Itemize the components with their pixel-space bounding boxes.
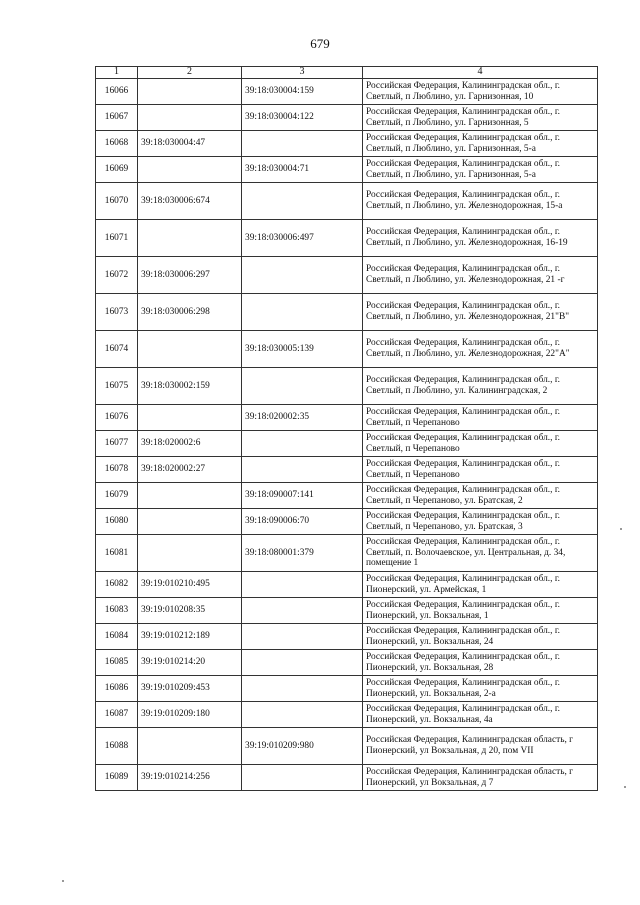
address-cell: Российская Федерация, Калининградская обл., г. Светлый, п Черепаново — [363, 431, 598, 457]
row-number-cell: 16067 — [96, 105, 138, 131]
address-cell: Российская Федерация, Калининградская обл., г. Светлый, п Люблино, ул. Гарнизонная, 5-а — [363, 157, 598, 183]
cadastral-number-cell — [138, 405, 242, 431]
cadastral-number-cell — [138, 483, 242, 509]
cadastral-number-cell — [138, 105, 242, 131]
scan-speck — [620, 528, 622, 530]
cadastral-number-cell — [138, 509, 242, 535]
cadastral-number-cell: 39:19:010209:180 — [138, 702, 242, 728]
cadastral-number-cell — [242, 624, 363, 650]
address-cell: Российская Федерация, Калининградская обл., г. Пионерский, ул. Вокзальная, 1 — [363, 598, 598, 624]
table-row — [96, 294, 598, 331]
row-number-cell: 16089 — [96, 765, 138, 791]
cadastral-number-cell: 39:18:020002:27 — [138, 457, 242, 483]
row-number-cell: 16068 — [96, 131, 138, 157]
table-row — [96, 405, 598, 431]
table-row — [96, 676, 598, 702]
cadastral-number-cell: 39:18:020002:35 — [242, 405, 363, 431]
cadastral-number-cell — [242, 572, 363, 598]
cadastral-number-cell: 39:19:010214:256 — [138, 765, 242, 791]
cadastral-number-cell: 39:18:030004:159 — [242, 79, 363, 105]
cadastral-number-cell — [138, 728, 242, 765]
table-row — [96, 702, 598, 728]
address-cell: Российская Федерация, Калининградская обл., г. Светлый, п Люблино, ул. Гарнизонная, 10 — [363, 79, 598, 105]
row-number-cell: 16071 — [96, 220, 138, 257]
table-body — [96, 67, 598, 791]
row-number-cell: 16078 — [96, 457, 138, 483]
table-row — [96, 483, 598, 509]
registry-table — [95, 66, 598, 791]
cadastral-number-cell: 39:19:010214:20 — [138, 650, 242, 676]
cadastral-number-cell: 39:18:030002:159 — [138, 368, 242, 405]
cadastral-number-cell: 39:18:030004:71 — [242, 157, 363, 183]
address-cell: Российская Федерация, Калининградская обл., г. Пионерский, ул. Армейская, 1 — [363, 572, 598, 598]
address-cell: Российская Федерация, Калининградская обл., г. Светлый, п Черепаново — [363, 405, 598, 431]
row-number-cell: 16085 — [96, 650, 138, 676]
table-row — [96, 624, 598, 650]
cadastral-number-cell: 39:19:010209:453 — [138, 676, 242, 702]
table-row — [96, 368, 598, 405]
table-row — [96, 457, 598, 483]
cadastral-number-cell — [138, 220, 242, 257]
cadastral-number-cell: 39:18:030006:297 — [138, 257, 242, 294]
cadastral-number-cell: 39:18:030006:674 — [138, 183, 242, 220]
cadastral-number-cell: 39:18:030006:298 — [138, 294, 242, 331]
cadastral-number-cell: 39:18:020002:6 — [138, 431, 242, 457]
table-row — [96, 765, 598, 791]
row-number-cell: 16066 — [96, 79, 138, 105]
table-row — [96, 431, 598, 457]
cadastral-number-cell — [242, 431, 363, 457]
column-header: 3 — [242, 67, 363, 79]
row-number-cell: 16086 — [96, 676, 138, 702]
table-row — [96, 131, 598, 157]
cadastral-number-cell: 39:19:010210:495 — [138, 572, 242, 598]
table-row — [96, 650, 598, 676]
address-cell: Российская Федерация, Калининградская обл., г. Светлый, п. Волочаевское, ул. Центральная, д. 34, помещение 1 — [363, 535, 598, 572]
cadastral-number-cell: 39:18:090007:141 — [242, 483, 363, 509]
page-number: 679 — [310, 36, 330, 51]
address-cell: Российская Федерация, Калининградская обл., г. Пионерский, ул. Вокзальная, 28 — [363, 650, 598, 676]
address-cell: Российская Федерация, Калининградская обл., г. Светлый, п Люблино, ул. Железнодорожная, 21"В" — [363, 294, 598, 331]
row-number-cell: 16070 — [96, 183, 138, 220]
table-header-row — [96, 67, 598, 79]
address-cell: Российская Федерация, Калининградская обл., г. Светлый, п Черепаново, ул. Братская, 2 — [363, 483, 598, 509]
cadastral-number-cell — [242, 650, 363, 676]
address-cell: Российская Федерация, Калининградская обл., г. Светлый, п Черепаново — [363, 457, 598, 483]
row-number-cell: 16084 — [96, 624, 138, 650]
table-row — [96, 79, 598, 105]
cadastral-number-cell: 39:18:090006:70 — [242, 509, 363, 535]
cadastral-number-cell: 39:19:010209:980 — [242, 728, 363, 765]
row-number-cell: 16081 — [96, 535, 138, 572]
table-row — [96, 598, 598, 624]
row-number-cell: 16082 — [96, 572, 138, 598]
cadastral-number-cell — [242, 257, 363, 294]
row-number-cell: 16088 — [96, 728, 138, 765]
cadastral-number-cell — [242, 368, 363, 405]
row-number-cell: 16073 — [96, 294, 138, 331]
address-cell: Российская Федерация, Калининградская обл., г. Светлый, п Люблино, ул. Гарнизонная, 5 — [363, 105, 598, 131]
table-row — [96, 509, 598, 535]
cadastral-number-cell — [242, 183, 363, 220]
column-header: 1 — [96, 67, 138, 79]
table-row — [96, 183, 598, 220]
row-number-cell: 16077 — [96, 431, 138, 457]
address-cell: Российская Федерация, Калининградская обл., г. Пионерский, ул. Вокзальная, 4а — [363, 702, 598, 728]
scan-speck — [624, 786, 626, 788]
row-number-cell: 16079 — [96, 483, 138, 509]
table-row — [96, 220, 598, 257]
address-cell: Российская Федерация, Калининградская обл., г. Пионерский, ул. Вокзальная, 2-а — [363, 676, 598, 702]
row-number-cell: 16074 — [96, 331, 138, 368]
table-row — [96, 105, 598, 131]
cadastral-number-cell — [138, 157, 242, 183]
cadastral-number-cell — [138, 331, 242, 368]
cadastral-number-cell: 39:18:030004:47 — [138, 131, 242, 157]
address-cell: Российская Федерация, Калининградская обл., г. Светлый, п Люблино, ул. Калининградская, 2 — [363, 368, 598, 405]
cadastral-number-cell — [242, 702, 363, 728]
address-cell: Российская Федерация, Калининградская обл., г. Пионерский, ул. Вокзальная, 24 — [363, 624, 598, 650]
cadastral-number-cell — [242, 598, 363, 624]
address-cell: Российская Федерация, Калининградская область, г Пионерский, ул Вокзальная, д 20, пом VII — [363, 728, 598, 765]
cadastral-number-cell — [242, 676, 363, 702]
cadastral-number-cell — [242, 765, 363, 791]
scan-speck — [62, 880, 64, 882]
table-row — [96, 157, 598, 183]
cadastral-number-cell — [242, 457, 363, 483]
address-cell: Российская Федерация, Калининградская область, г Пионерский, ул Вокзальная, д 7 — [363, 765, 598, 791]
address-cell: Российская Федерация, Калининградская обл., г. Светлый, п Люблино, ул. Железнодорожная, 15-а — [363, 183, 598, 220]
cadastral-number-cell — [138, 535, 242, 572]
table-row — [96, 535, 598, 572]
row-number-cell: 16072 — [96, 257, 138, 294]
cadastral-number-cell: 39:18:030005:139 — [242, 331, 363, 368]
row-number-cell: 16075 — [96, 368, 138, 405]
column-header: 4 — [363, 67, 598, 79]
column-header: 2 — [138, 67, 242, 79]
row-number-cell: 16087 — [96, 702, 138, 728]
cadastral-number-cell — [242, 131, 363, 157]
cadastral-number-cell — [242, 294, 363, 331]
cadastral-number-cell: 39:19:010208:35 — [138, 598, 242, 624]
row-number-cell: 16080 — [96, 509, 138, 535]
row-number-cell: 16069 — [96, 157, 138, 183]
address-cell: Российская Федерация, Калининградская обл., г. Светлый, п Люблино, ул. Железнодорожная, 16-19 — [363, 220, 598, 257]
address-cell: Российская Федерация, Калининградская обл., г. Светлый, п Люблино, ул. Гарнизонная, 5-а — [363, 131, 598, 157]
row-number-cell: 16083 — [96, 598, 138, 624]
cadastral-number-cell: 39:18:030006:497 — [242, 220, 363, 257]
cadastral-number-cell: 39:18:030004:122 — [242, 105, 363, 131]
cadastral-number-cell: 39:19:010212:189 — [138, 624, 242, 650]
table-row — [96, 257, 598, 294]
cadastral-number-cell: 39:18:080001:379 — [242, 535, 363, 572]
table-row — [96, 728, 598, 765]
address-cell: Российская Федерация, Калининградская обл., г. Светлый, п Черепаново, ул. Братская, 3 — [363, 509, 598, 535]
cadastral-number-cell — [138, 79, 242, 105]
address-cell: Российская Федерация, Калининградская обл., г. Светлый, п Люблино, ул. Железнодорожная, 22"А" — [363, 331, 598, 368]
table-row — [96, 572, 598, 598]
table-row — [96, 331, 598, 368]
row-number-cell: 16076 — [96, 405, 138, 431]
address-cell: Российская Федерация, Калининградская обл., г. Светлый, п Люблино, ул. Железнодорожная, 21 -г — [363, 257, 598, 294]
